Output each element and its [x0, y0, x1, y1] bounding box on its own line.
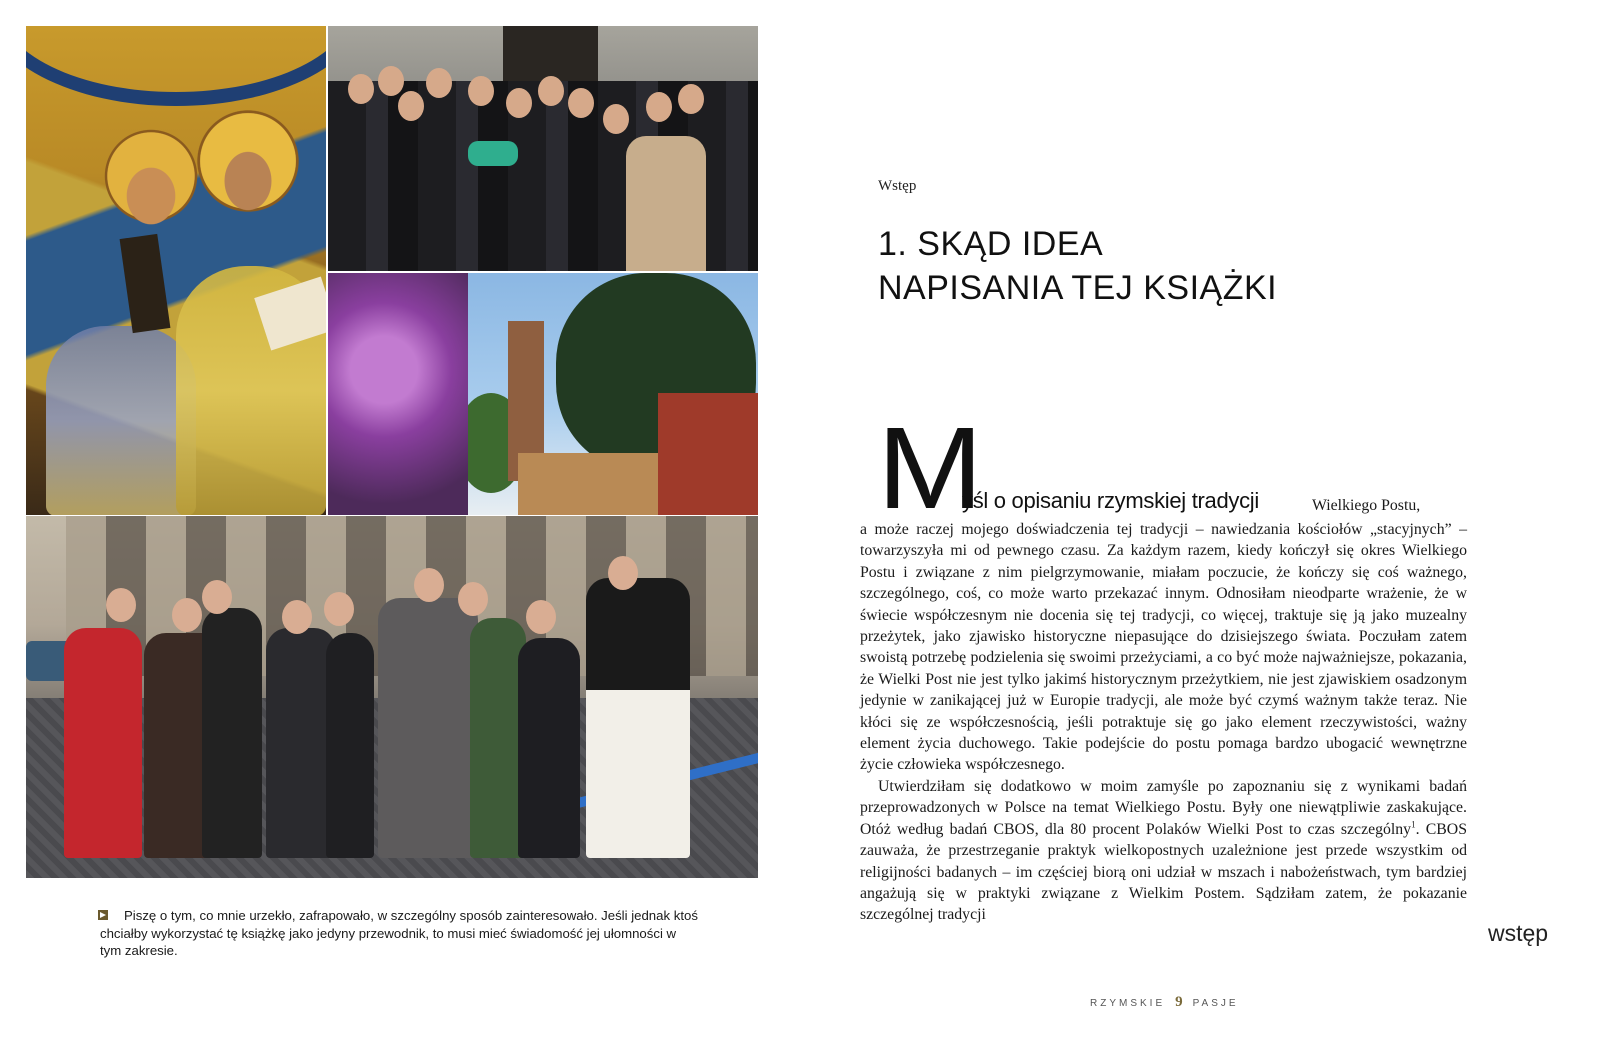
paragraph-2-part-b: . CBOS zauważa, że przestrzeganie praktyk wielkopostnych uzależnione jest przede wszystkim od religijności badanych – im częściej biorą oni udział w mszach i nabożeństwach, tym bardziej angażują się w praktyki związane z Wielkim Postem. Sądziłam zatem, że pokazanie szczególnej tradycji — [860, 820, 1467, 924]
green-scarf — [468, 141, 518, 166]
person — [326, 633, 374, 858]
person-head — [414, 568, 444, 602]
photo-group-on-church-steps — [328, 26, 758, 271]
caption-text: Piszę o tym, co mnie urzekło, zafrapowało, w szczególny sposób zainteresowało. Jeśli jednak ktoś chciałby wykorzystać tę książkę jako jedyny przewodnik, to musi mieć świadomość jej ułomności w tym zakresie. — [100, 908, 698, 959]
person-head — [324, 592, 354, 626]
person-head — [603, 104, 629, 134]
person-head — [106, 588, 136, 622]
person — [518, 638, 580, 858]
person-head — [526, 600, 556, 634]
mosaic-figure-mary — [46, 326, 196, 515]
person-head — [568, 88, 594, 118]
person-head — [608, 556, 638, 590]
bougainvillea-bush — [328, 273, 468, 515]
mosaic-scroll — [120, 234, 171, 333]
person-head — [646, 92, 672, 122]
person-head — [398, 91, 424, 121]
person-head — [282, 600, 312, 634]
person-head — [538, 76, 564, 106]
person-coat — [626, 136, 706, 271]
paragraph-2 — [860, 776, 1467, 926]
person-head — [202, 580, 232, 614]
photo-group-on-street — [26, 516, 758, 878]
footer-left-word: RZYMSKIE — [1090, 998, 1166, 1009]
page-number: 9 — [1175, 994, 1183, 1010]
chapter-title-line2: NAPISANIA TEJ KSIĄŻKI — [878, 269, 1278, 307]
footer-right-word: PASJE — [1192, 998, 1239, 1009]
lead-in-text: yśl o opisaniu rzymskiej tradycji — [962, 488, 1259, 513]
chapter-title — [878, 222, 1498, 310]
paragraph-2-part-a: Utwierdziłam się dodatkowo w moim zamyśle po zapoznaniu się z wynikami badań przeprowadzonych w Polsce na temat Wielkiego Postu. Były one niewątpliwie zaskakujące. Otóż według badań CBOS, dla 80 procent Polaków Wielki Post to czas szczególny — [860, 777, 1467, 838]
person-head — [378, 66, 404, 96]
person-head — [678, 84, 704, 114]
person-head — [506, 88, 532, 118]
red-building — [658, 393, 758, 515]
person-head — [348, 74, 374, 104]
person-head — [426, 68, 452, 98]
person-head — [468, 76, 494, 106]
mosaic-arch — [26, 26, 326, 106]
lead-in-continuation: Wielkiego Postu, — [1312, 497, 1421, 514]
person-head — [458, 582, 488, 616]
drop-cap: M — [877, 403, 984, 533]
page-footer — [1090, 994, 1239, 1011]
section-label: Wstęp — [878, 178, 917, 194]
body-text — [860, 519, 1467, 926]
person-head — [172, 598, 202, 632]
person — [202, 608, 262, 858]
photo-bell-tower-flowers — [328, 273, 758, 515]
person — [64, 628, 142, 858]
photo-mosaic — [26, 26, 326, 515]
side-section-label: wstęp — [1488, 920, 1549, 946]
paragraph-1: a może raczej mojego doświadczenia tej tradycji – nawiedzania kościołów „stacyjnych” – towarzyszyła mi od pewnego czasu. Za każdym razem, kiedy kończył się okres Wielkiego Postu i związane z nim pielgrzymowanie, miałam poczucie, że kończy się coś ważnego, szczególnego, coś, co może warto przekazać innym. Odnosiłam nieodparte wrażenie, że w świecie współczesnym nie docenia się tej tradycji, co więcej, traktuje się ją jako muzealny przeżytek, jako zjawisko historyczne niepasujące do dzisiejszego świata. Poczułam zatem swoistą potrzebę podzielenia się swoimi przeżyciami, a co być może najważniejsze, pokazania, że Wielki Post nie jest tylko jakimś historycznym przeżytkiem, nie jest zjawiskiem osadzonym jedynie w zanikającej już w Europie tradycji, ale może być czymś ważnym także teraz. Nie kłóci się ze współczesnością, jeśli potraktuje się go jako element rzeczywistości, ważny element życia duchowego. Takie podejście do postu pomaga bardzo ubogacić wewnętrzne życie człowieka współczesnego. — [860, 521, 1467, 774]
photo-caption — [100, 907, 700, 960]
footnote-marker: 1 — [1411, 819, 1416, 830]
person-friar — [378, 598, 478, 858]
chapter-title-line1: 1. SKĄD IDEA — [878, 225, 1104, 263]
arrow-bullet-icon — [98, 910, 108, 920]
person-dominican — [586, 578, 690, 858]
church-facade — [518, 453, 658, 515]
